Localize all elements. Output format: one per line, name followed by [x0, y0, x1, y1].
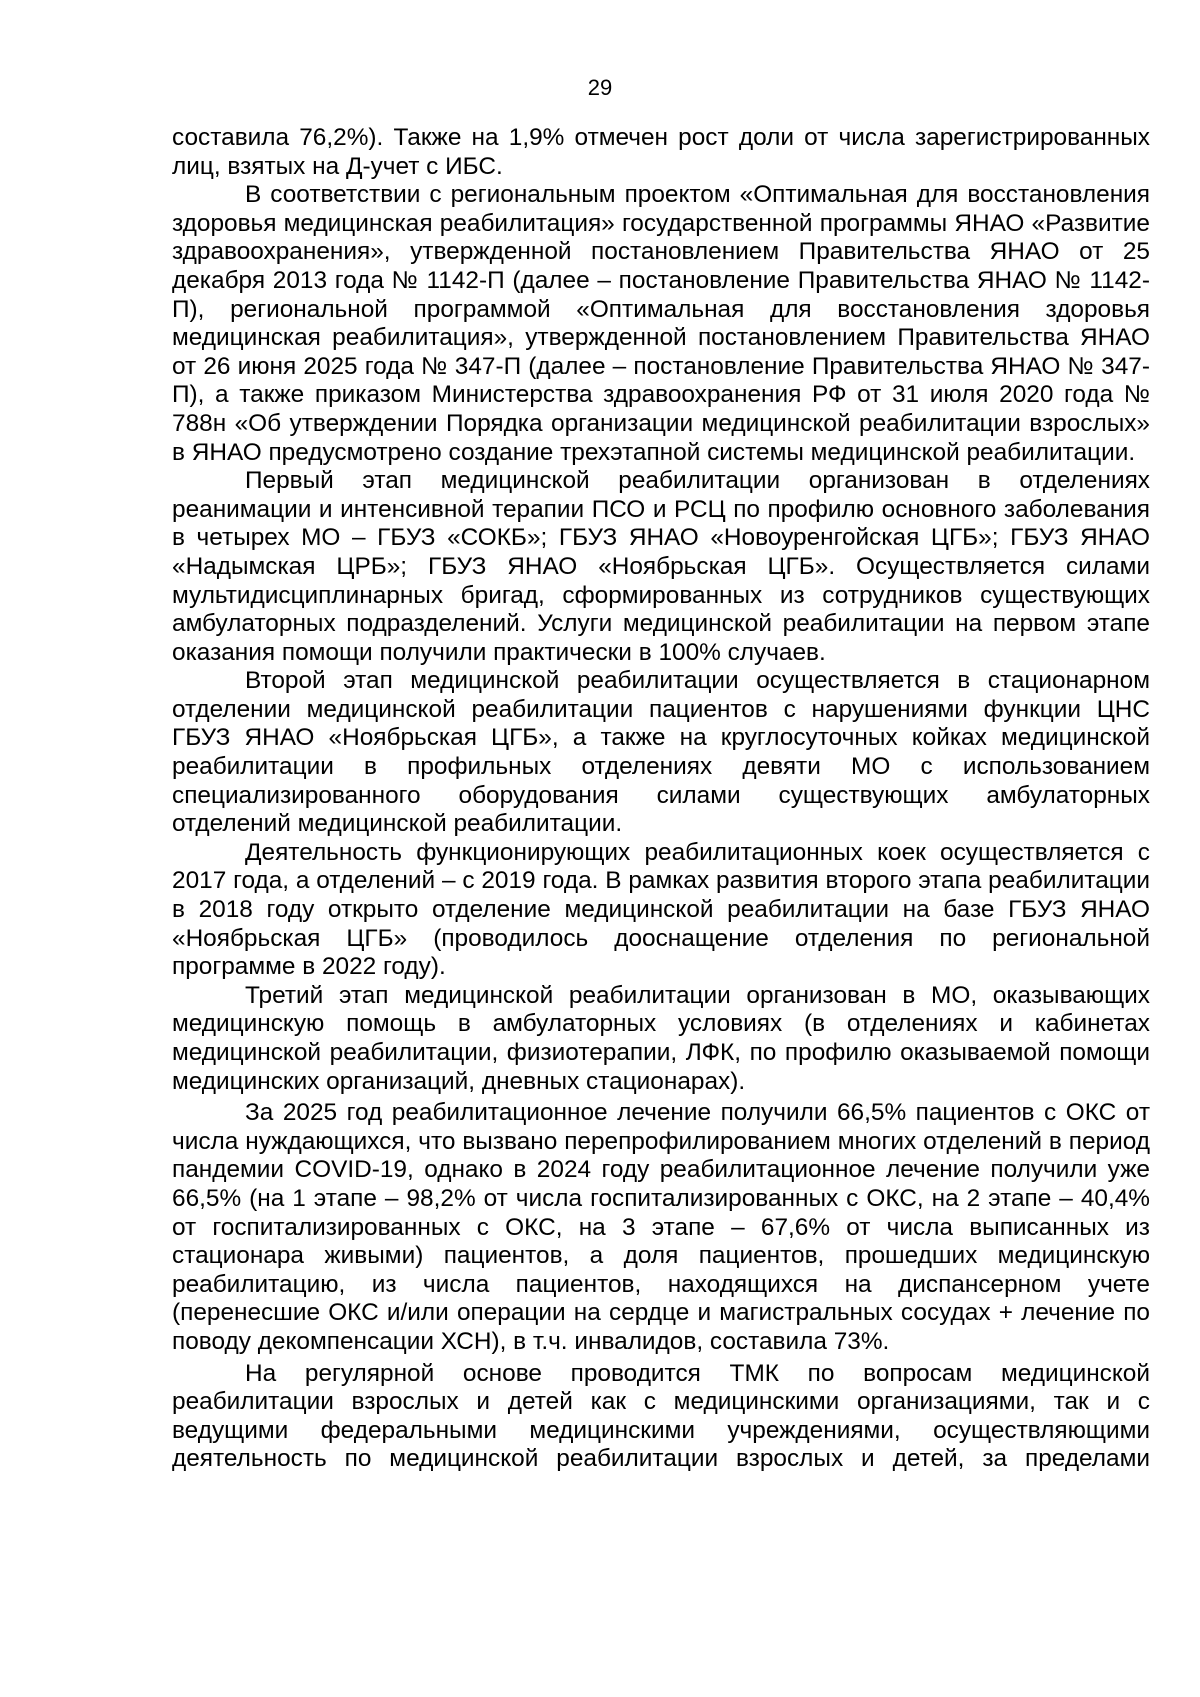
paragraph-continuation: составила 76,2%). Также на 1,9% отмечен рост доли от числа зарегистрированных лиц, взятых на Д-учет с ИБС.: [172, 124, 1150, 180]
paragraph-rehab-beds: Деятельность функционирующих реабилитационных коек осуществляется с 2017 года, а отделений – с 2019 года. В рамках развития второго этапа реабилитации в 2018 году открыто отделение медицинской реабилитации на базе ГБУЗ ЯНАО «Ноябрьская ЦГБ» (проводилось дооснащение отделения по региональной программе в 2022 году).: [172, 838, 1150, 981]
paragraph-second-stage: Второй этап медицинской реабилитации осуществляется в стационарном отделении медицинской реабилитации пациентов с нарушениями функции ЦНС ГБУЗ ЯНАО «Ноябрьская ЦГБ», а также на круглосуточных койках медицинской реабилитации в профильных отделениях девяти МО с использованием специализированного оборудования силами существующих амбулаторных отделений медицинской реабилитации.: [172, 667, 1150, 838]
paragraph-telemedicine: На регулярной основе проводится ТМК по вопросам медицинской реабилитации взрослых и детей как с медицинскими организациями, так и с ведущими федеральными медицинскими учреждениями, осуществляющими деятельность по медицинской реабилитации взрослых и детей, за пределами: [172, 1359, 1150, 1473]
document-body: [172, 124, 1150, 1474]
paragraph-first-stage: Первый этап медицинской реабилитации организован в отделениях реанимации и интенсивной терапии ПСО и РСЦ по профилю основного заболевания в четырех МО – ГБУЗ «СОКБ»; ГБУЗ ЯНАО «Новоуренгойская ЦГБ»; ГБУЗ ЯНАО «Надымская ЦРБ»; ГБУЗ ЯНАО «Ноябрьская ЦГБ». Осуществляется силами мультидисциплинарных бригад, сформированных из сотрудников существующих амбулаторных подразделений. Услуги медицинской реабилитации на первом этапе оказания помощи получили практически в 100% случаев.: [172, 467, 1150, 666]
page-number: 29: [587, 75, 613, 100]
paragraph-2025-results: За 2025 год реабилитационное лечение получили 66,5% пациентов с ОКС от числа нуждающихся, что вызвано перепрофилированием многих отделений в период пандемии COVID-19, однако в 2024 году реабилитационное лечение получили уже 66,5% (на 1 этапе – 98,2% от числа госпитализированных с ОКС, на 2 этапе – 40,4% от госпитализированных с ОКС, на 3 этапе – 67,6% от числа выписанных из стационара живыми) пациентов, а доля пациентов, прошедших медицинскую реабилитацию, из числа пациентов, находящихся на диспансерном учете (перенесшие ОКС и/или операции на сердце и магистральных сосудах + лечение по поводу декомпенсации ХСН), в т.ч. инвалидов, составила 73%.: [172, 1099, 1150, 1355]
paragraph-regional-project: В соответствии с региональным проектом «Оптимальная для восстановления здоровья медицинская реабилитация» государственной программы ЯНАО «Развитие здравоохранения», утвержденной постановлением Правительства ЯНАО от 25 декабря 2013 года № 1142-П (далее – постановление Правительства ЯНАО № 1142-П), региональной программой «Оптимальная для восстановления здоровья медицинская реабилитация», утвержденной постановлением Правительства ЯНАО от 26 июня 2025 года № 347-П (далее – постановление Правительства ЯНАО № 347-П), а также приказом Министерства здравоохранения РФ от 31 июля 2020 года № 788н «Об утверждении Порядка организации медицинской реабилитации взрослых» в ЯНАО предусмотрено создание трехэтапной системы медицинской реабилитации.: [172, 181, 1150, 466]
paragraph-third-stage: Третий этап медицинской реабилитации организован в МО, оказывающих медицинскую помощь в амбулаторных условиях (в отделениях и кабинетах медицинской реабилитации, физиотерапии, ЛФК, по профилю оказываемой помощи медицинских организаций, дневных стационарах).: [172, 981, 1150, 1095]
